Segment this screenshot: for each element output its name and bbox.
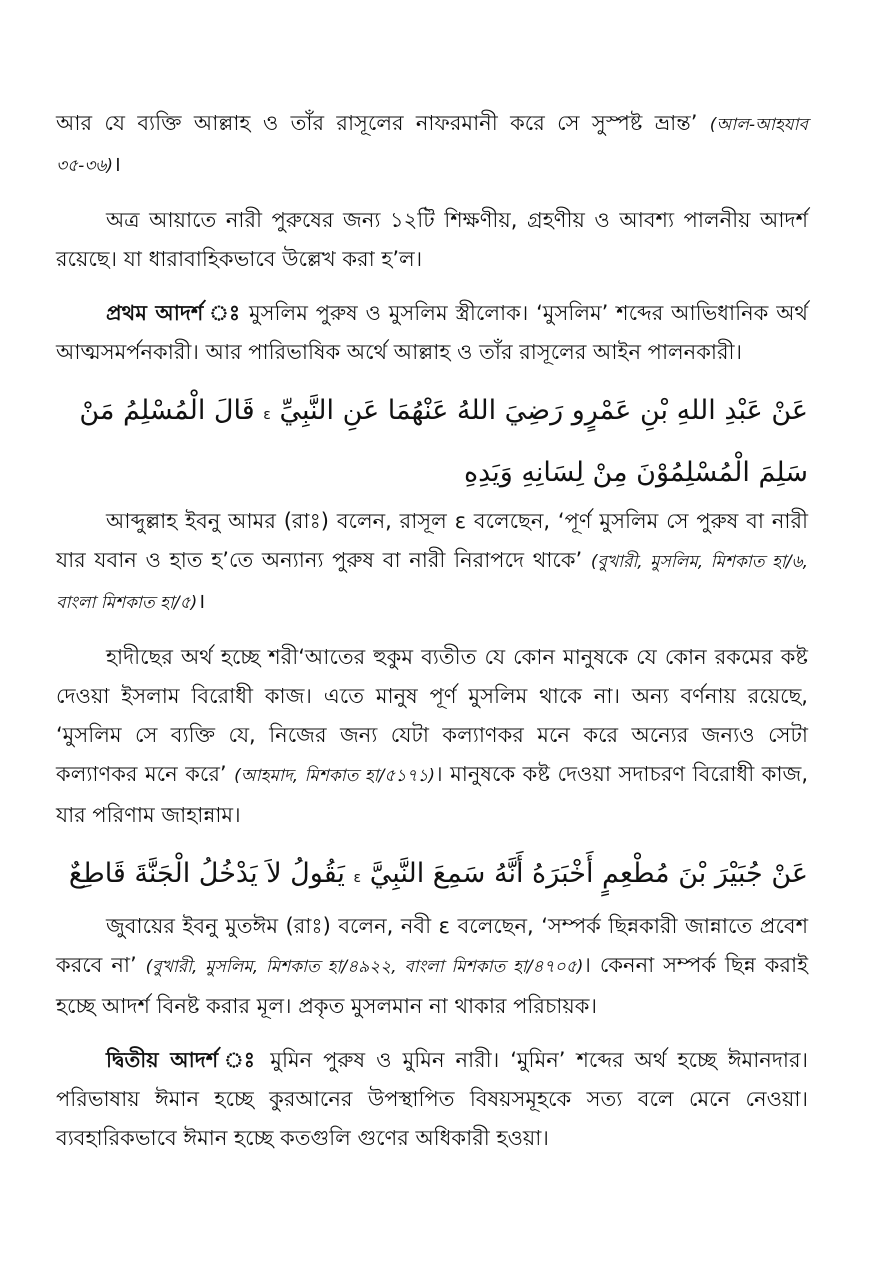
paragraph-first-ideal	[56, 294, 808, 372]
paragraph-end: ।	[197, 589, 206, 613]
section-heading: দ্বিতীয় আদর্শ ঃ	[106, 1048, 260, 1072]
arabic-hadith-1	[56, 382, 808, 502]
salutation-glyph: ε	[353, 870, 362, 886]
paragraph-continuation	[56, 104, 808, 186]
arabic-text-after: قَالَ الْمُسْلِمُ مَنْ سَلِمَ الْمُسْلِمُوْنَ مِنْ لِسَانِهِ وَيَدِهِ	[79, 395, 808, 488]
paragraph-hadith-1-translation	[56, 502, 808, 623]
paragraph-intro	[56, 201, 808, 279]
paragraph-text: মুমিন পুরুষ ও মুমিন নারী। ‘মুমিন’ শব্দের অর্থ হচ্ছে ঈমানদার। পরিভাষায় ঈমান হচ্ছে কুরআনের উপস্থাপিত বিষয়সমূহকে সত্য বলে মেনে নেওয়া। ব্যবহারিকভাবে ঈমান হচ্ছে কতগুলি গুণের অধিকারী হওয়া।	[56, 1048, 809, 1150]
arabic-text-after: يَقُولُ لاَ يَدْخُلُ الْجَنَّةَ قَاطِعٌ	[68, 858, 345, 889]
section-heading: প্রথম আদর্শ ঃ	[106, 301, 242, 325]
paragraph-hadith-2-translation	[56, 907, 808, 1026]
paragraph-end: । কেননা সম্পর্ক ছিন্ন করাই হচ্ছে আদর্শ বিনষ্ট করার মূল। প্রকৃত মুসলমান না থাকার পরিচায়ক।	[56, 953, 808, 1018]
salutation-glyph: ε	[263, 407, 271, 423]
paragraph-text: হাদীছের অর্থ হচ্ছে শরী‘আতের হুকুম ব্যতীত যে কোন মানুষকে যে কোন রকমের কষ্ট দেওয়া ইসলাম বিরোধী কাজ। এতে মানুষ পূর্ণ মুসলিম থাকে না। অন্য বর্ণনায় রয়েছে, ‘মুসলিম সে ব্যক্তি যে, নিজের জন্য যেটা কল্যাণকর মনে করে অন্যের জন্যও সেটা কল্যাণকর মনে করে’	[56, 645, 808, 786]
paragraph-hadith-explanation	[56, 638, 808, 835]
paragraph-text: মুসলিম পুরুষ ও মুসলিম স্ত্রীলোক। ‘মুসলিম’ শব্দের আভিধানিক অর্থ আত্মসমর্পনকারী। আর পারিভাষিক অর্থে আল্লাহ ও তাঁর রাসূলের আইন পালনকারী।	[56, 301, 808, 364]
page-body	[56, 104, 808, 1158]
paragraph-text: জুবায়ের ইবনু মুতঈম (রাঃ) বলেন, নবী ε বলেছেন, ‘সম্পর্ক ছিন্নকারী জান্নাতে প্রবেশ করবে না’	[56, 914, 808, 977]
paragraph-end: । মানুষকে কষ্ট দেওয়া সদাচরণ বিরোধী কাজ, যার পরিণাম জাহান্নাম।	[56, 762, 809, 827]
paragraph-text: আর যে ব্যক্তি আল্লাহ ও তাঁর রাসূলের নাফরমানী করে সে সুস্পষ্ট ভ্রান্ত’	[56, 111, 710, 135]
paragraph-text: আব্দুল্লাহ ইবনু আমর (রাঃ) বলেন, রাসূল ε বলেছেন, ‘পূর্ণ মুসলিম সে পুরুষ বা নারী যার যবান ও হাত হ’তে অন্যান্য পুরুষ বা নারী নিরাপদে থাকে’	[56, 509, 808, 572]
citation: (বুখারী, মুসলিম, মিশকাত হা/৪৯২২, বাংলা মিশকাত হা/৪৭০৫)	[145, 957, 584, 977]
paragraph-end: ।	[112, 152, 121, 176]
arabic-text-before: عَنْ عَبْدِ اللهِ بْنِ عَمْرٍو رَضِيَ اللهُ عَنْهُمَا عَنِ النَّبِيِّ	[279, 395, 808, 426]
citation: (আহমাদ, মিশকাত হা/৫১৭১)	[234, 766, 436, 786]
arabic-text-before: عَنْ جُبَيْرَ بْنَ مُطْعِمٍ أَخْبَرَهُ أَنَّهُ سَمِعَ النَّبِيَّ	[369, 858, 808, 889]
paragraph-second-ideal	[56, 1041, 808, 1158]
citation: (বুখারী, মুসলিম, মিশকাত হা/৬, বাংলা মিশকাত হা/৫)	[56, 552, 808, 613]
citation: (আল-আহযাব ৩৫-৩৬)	[56, 115, 808, 176]
paragraph-text: অত্র আয়াতে নারী পুরুষের জন্য ১২টি শিক্ষণীয়, গ্রহণীয় ও আবশ্য পালনীয় আদর্শ রয়েছে। যা ধারাবাহিকভাবে উল্লেখ করা হ’ল।	[56, 208, 808, 271]
arabic-hadith-2	[56, 845, 808, 907]
